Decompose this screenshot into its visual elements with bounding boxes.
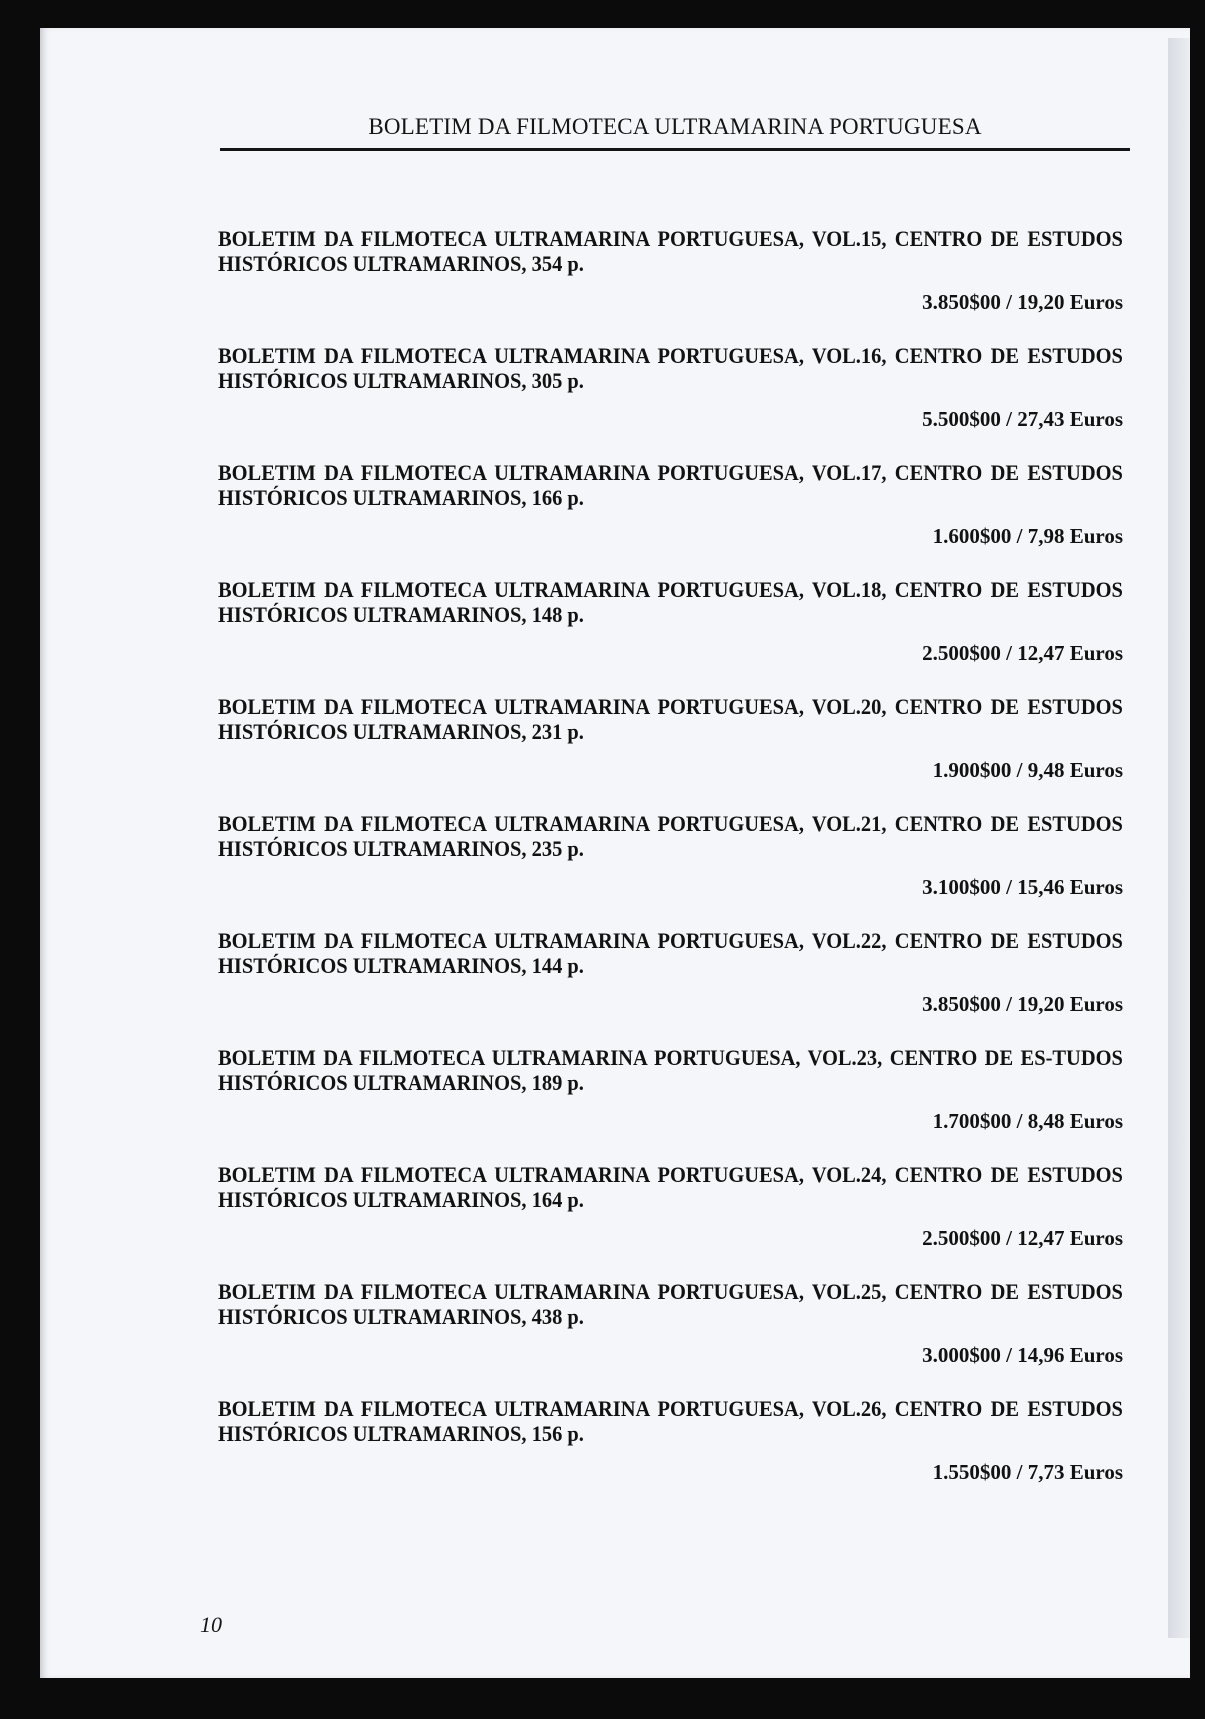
catalog-entry	[218, 226, 1123, 343]
entry-title: BOLETIM DA FILMOTECA ULTRAMARINA PORTUGUESA, VOL.21, CENTRO DE ESTUDOS HISTÓRICOS ULTRAMARINOS, 235 p.	[218, 811, 1123, 861]
catalog-entry	[218, 460, 1123, 577]
catalog-entry	[218, 694, 1123, 811]
entry-title: BOLETIM DA FILMOTECA ULTRAMARINA PORTUGUESA, VOL.25, CENTRO DE ESTUDOS HISTÓRICOS ULTRAMARINOS, 438 p.	[218, 1279, 1123, 1329]
entry-title: BOLETIM DA FILMOTECA ULTRAMARINA PORTUGUESA, VOL.15, CENTRO DE ESTUDOS HISTÓRICOS ULTRAMARINOS, 354 p.	[218, 226, 1123, 276]
entry-price: 1.600$00 / 7,98 Euros	[932, 524, 1123, 548]
catalog-entry-list	[218, 226, 1123, 1513]
entry-title: BOLETIM DA FILMOTECA ULTRAMARINA PORTUGUESA, VOL.23, CENTRO DE ES-TUDOS HISTÓRICOS ULTRAMARINOS, 189 p.	[218, 1045, 1123, 1095]
page-edge-shadow	[1168, 38, 1190, 1638]
entry-price: 1.900$00 / 9,48 Euros	[932, 758, 1123, 782]
entry-price: 3.850$00 / 19,20 Euros	[922, 992, 1123, 1016]
entry-price: 3.850$00 / 19,20 Euros	[922, 290, 1123, 314]
entry-title: BOLETIM DA FILMOTECA ULTRAMARINA PORTUGUESA, VOL.17, CENTRO DE ESTUDOS HISTÓRICOS ULTRAMARINOS, 166 p.	[218, 460, 1123, 510]
entry-price: 1.550$00 / 7,73 Euros	[932, 1460, 1123, 1484]
catalog-entry	[218, 577, 1123, 694]
page-number: 10	[200, 1612, 222, 1637]
catalog-entry	[218, 811, 1123, 928]
entry-price: 3.000$00 / 14,96 Euros	[922, 1343, 1123, 1367]
entry-price: 5.500$00 / 27,43 Euros	[922, 407, 1123, 431]
entry-price: 2.500$00 / 12,47 Euros	[922, 1226, 1123, 1250]
catalog-entry	[218, 928, 1123, 1045]
entry-price: 3.100$00 / 15,46 Euros	[922, 875, 1123, 899]
entry-title: BOLETIM DA FILMOTECA ULTRAMARINA PORTUGUESA, VOL.18, CENTRO DE ESTUDOS HISTÓRICOS ULTRAMARINOS, 148 p.	[218, 577, 1123, 627]
document-page	[40, 28, 1190, 1678]
running-header: BOLETIM DA FILMOTECA ULTRAMARINA PORTUGUESA	[368, 114, 982, 139]
catalog-entry	[218, 1279, 1123, 1396]
entry-title: BOLETIM DA FILMOTECA ULTRAMARINA PORTUGUESA, VOL.26, CENTRO DE ESTUDOS HISTÓRICOS ULTRAMARINOS, 156 p.	[218, 1396, 1123, 1446]
catalog-entry	[218, 1045, 1123, 1162]
entry-title: BOLETIM DA FILMOTECA ULTRAMARINA PORTUGUESA, VOL.22, CENTRO DE ESTUDOS HISTÓRICOS ULTRAMARINOS, 144 p.	[218, 928, 1123, 978]
entry-title: BOLETIM DA FILMOTECA ULTRAMARINA PORTUGUESA, VOL.24, CENTRO DE ESTUDOS HISTÓRICOS ULTRAMARINOS, 164 p.	[218, 1162, 1123, 1212]
catalog-entry	[218, 1162, 1123, 1279]
entry-price: 2.500$00 / 12,47 Euros	[922, 641, 1123, 665]
header-rule	[220, 148, 1130, 151]
entry-title: BOLETIM DA FILMOTECA ULTRAMARINA PORTUGUESA, VOL.16, CENTRO DE ESTUDOS HISTÓRICOS ULTRAMARINOS, 305 p.	[218, 343, 1123, 393]
entry-title: BOLETIM DA FILMOTECA ULTRAMARINA PORTUGUESA, VOL.20, CENTRO DE ESTUDOS HISTÓRICOS ULTRAMARINOS, 231 p.	[218, 694, 1123, 744]
catalog-entry	[218, 343, 1123, 460]
catalog-entry	[218, 1396, 1123, 1513]
entry-price: 1.700$00 / 8,48 Euros	[932, 1109, 1123, 1133]
